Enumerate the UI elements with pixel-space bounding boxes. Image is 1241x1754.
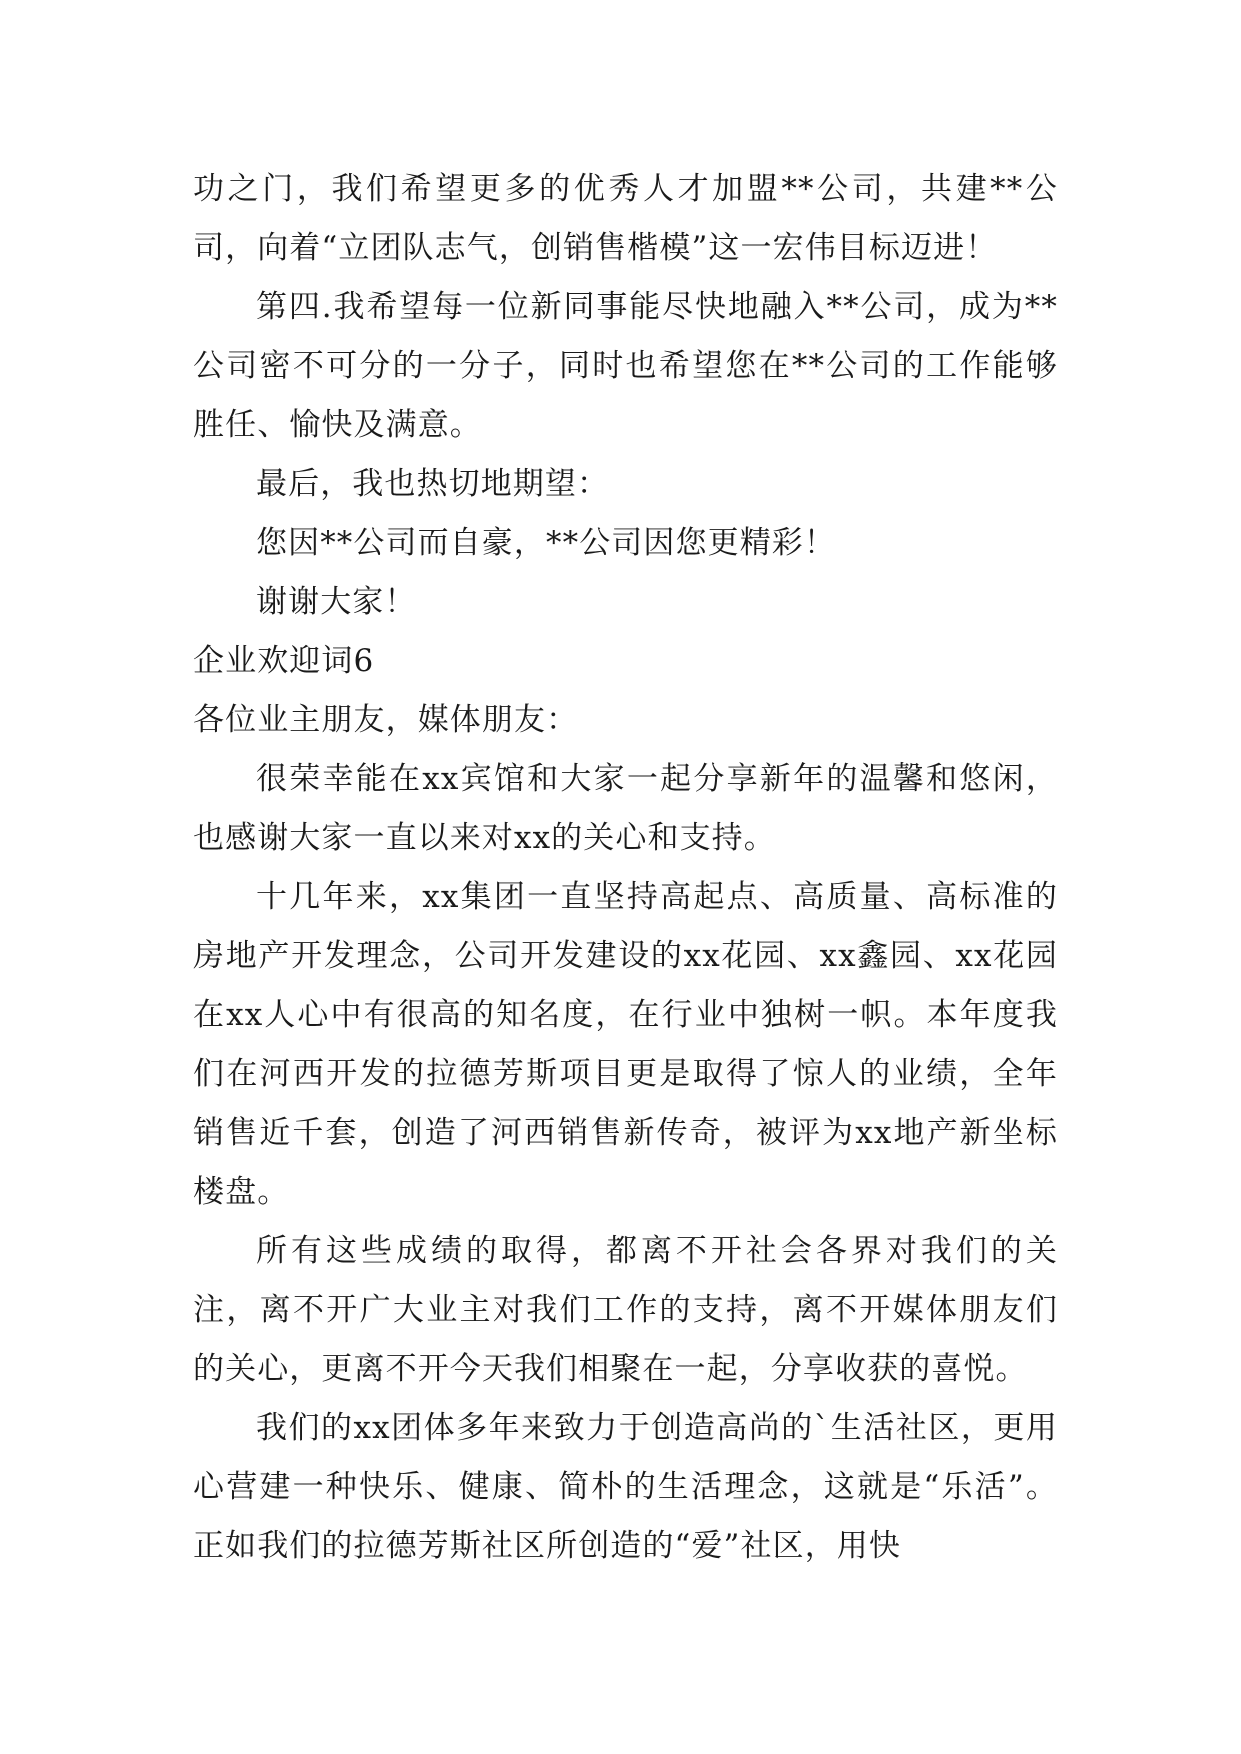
paragraph-proud: 您因**公司而自豪，**公司因您更精彩！ <box>256 525 836 561</box>
paragraph-point-four: 第四.我希望每一位新同事能尽快地融入**公司，成为**公司密不可分的一分子，同时也希望您在**公司的工作能够胜任、愉快及满意。 <box>193 289 1058 443</box>
paragraph-lohas: 我们的xx团体多年来致力于创造高尚的`生活社区，更用心营建一种快乐、健康、简朴的生活理念，这就是“乐活”。正如我们的拉德芳斯社区所创造的“爱”社区，用快 <box>193 1410 1058 1564</box>
paragraph-continuation: 功之门，我们希望更多的优秀人才加盟**公司，共建**公司，向着“立团队志气，创销售楷模”这一宏伟目标迈进！ <box>193 171 1058 266</box>
paragraph-finally: 最后，我也热切地期望： <box>256 466 610 502</box>
paragraph-achievements: 所有这些成绩的取得，都离不开社会各界对我们的关注，离不开广大业主对我们工作的支持，离不开媒体朋友们的关心，更离不开今天我们相聚在一起，分享收获的喜悦。 <box>193 1233 1058 1387</box>
document-body <box>193 160 1058 1576</box>
paragraph-honored: 很荣幸能在xx宾馆和大家一起分享新年的温馨和悠闲，也感谢大家一直以来对xx的关心和支持。 <box>193 761 1058 856</box>
paragraph-history: 十几年来，xx集团一直坚持高起点、高质量、高标准的房地产开发理念，公司开发建设的xx花园、xx鑫园、xx花园在xx人心中有很高的知名度，在行业中独树一帜。本年度我们在河西开发的拉德芳斯项目更是取得了惊人的业绩，全年销售近千套，创造了河西销售新传奇，被评为xx地产新坐标楼盘。 <box>193 879 1058 1210</box>
salutation: 各位业主朋友，媒体朋友： <box>193 702 579 738</box>
section-heading: 企业欢迎词6 <box>193 643 375 679</box>
paragraph-thanks: 谢谢大家！ <box>256 584 417 620</box>
